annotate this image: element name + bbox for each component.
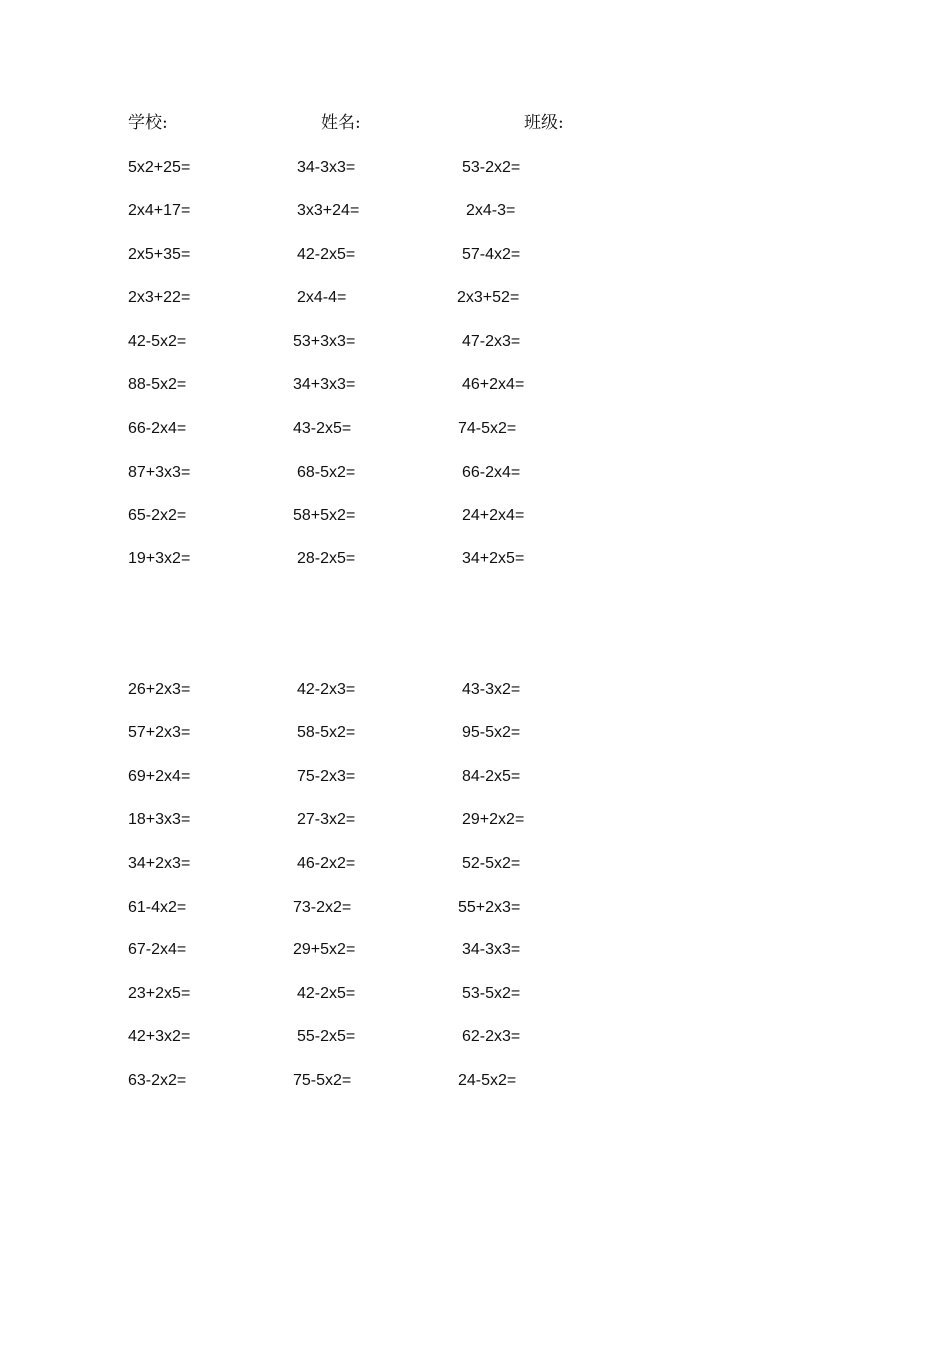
name-label: 姓名: (321, 113, 361, 133)
math-problem: 66-2x4= (128, 420, 187, 437)
math-problem: 58+5x2= (293, 507, 356, 524)
math-problem: 65-2x2= (128, 507, 187, 524)
math-problem: 34-3x3= (462, 941, 521, 958)
math-problem: 34+2x3= (128, 855, 191, 872)
math-problem: 66-2x4= (462, 464, 521, 481)
math-problem: 29+2x2= (462, 811, 525, 828)
math-problem: 2x4-4= (297, 289, 347, 306)
math-problem: 42-2x5= (297, 246, 356, 263)
math-problem: 43-3x2= (462, 681, 521, 698)
math-problem: 55-2x5= (297, 1028, 356, 1045)
math-problem: 3x3+24= (297, 202, 360, 219)
math-problem: 28-2x5= (297, 550, 356, 567)
math-problem: 34+3x3= (293, 376, 356, 393)
math-problem: 42-2x3= (297, 681, 356, 698)
math-problem: 67-2x4= (128, 941, 187, 958)
math-problem: 26+2x3= (128, 681, 191, 698)
math-problem: 24-5x2= (458, 1072, 517, 1089)
math-problem: 42-2x5= (297, 985, 356, 1002)
math-problem: 27-3x2= (297, 811, 356, 828)
math-problem: 19+3x2= (128, 550, 191, 567)
math-problem: 47-2x3= (462, 333, 521, 350)
math-problem: 46-2x2= (297, 855, 356, 872)
math-problem: 23+2x5= (128, 985, 191, 1002)
math-problem: 34+2x5= (462, 550, 525, 567)
math-problem: 68-5x2= (297, 464, 356, 481)
math-problem: 2x4-3= (466, 202, 516, 219)
math-problem: 2x4+17= (128, 202, 191, 219)
math-problem: 58-5x2= (297, 724, 356, 741)
math-problem: 42+3x2= (128, 1028, 191, 1045)
class-label: 班级: (524, 113, 564, 133)
math-problem: 63-2x2= (128, 1072, 187, 1089)
math-problem: 55+2x3= (458, 899, 521, 916)
math-problem: 87+3x3= (128, 464, 191, 481)
math-problem: 42-5x2= (128, 333, 187, 350)
math-problem: 69+2x4= (128, 768, 191, 785)
math-problem: 46+2x4= (462, 376, 525, 393)
math-problem: 2x5+35= (128, 246, 191, 263)
math-problem: 88-5x2= (128, 376, 187, 393)
math-problem: 18+3x3= (128, 811, 191, 828)
math-problem: 53+3x3= (293, 333, 356, 350)
math-problem: 62-2x3= (462, 1028, 521, 1045)
school-label: 学校: (128, 113, 168, 133)
math-problem: 57+2x3= (128, 724, 191, 741)
math-problem: 2x3+52= (457, 289, 520, 306)
math-problem: 95-5x2= (462, 724, 521, 741)
math-problem: 74-5x2= (458, 420, 517, 437)
math-problem: 84-2x5= (462, 768, 521, 785)
math-problem: 57-4x2= (462, 246, 521, 263)
math-problem: 53-5x2= (462, 985, 521, 1002)
math-problem: 2x3+22= (128, 289, 191, 306)
math-problem: 34-3x3= (297, 159, 356, 176)
math-problem: 29+5x2= (293, 941, 356, 958)
math-problem: 5x2+25= (128, 159, 191, 176)
math-problem: 73-2x2= (293, 899, 352, 916)
math-problem: 24+2x4= (462, 507, 525, 524)
math-problem: 53-2x2= (462, 159, 521, 176)
math-problem: 61-4x2= (128, 899, 187, 916)
math-problem: 75-5x2= (293, 1072, 352, 1089)
math-problem: 52-5x2= (462, 855, 521, 872)
math-problem: 75-2x3= (297, 768, 356, 785)
math-problem: 43-2x5= (293, 420, 352, 437)
